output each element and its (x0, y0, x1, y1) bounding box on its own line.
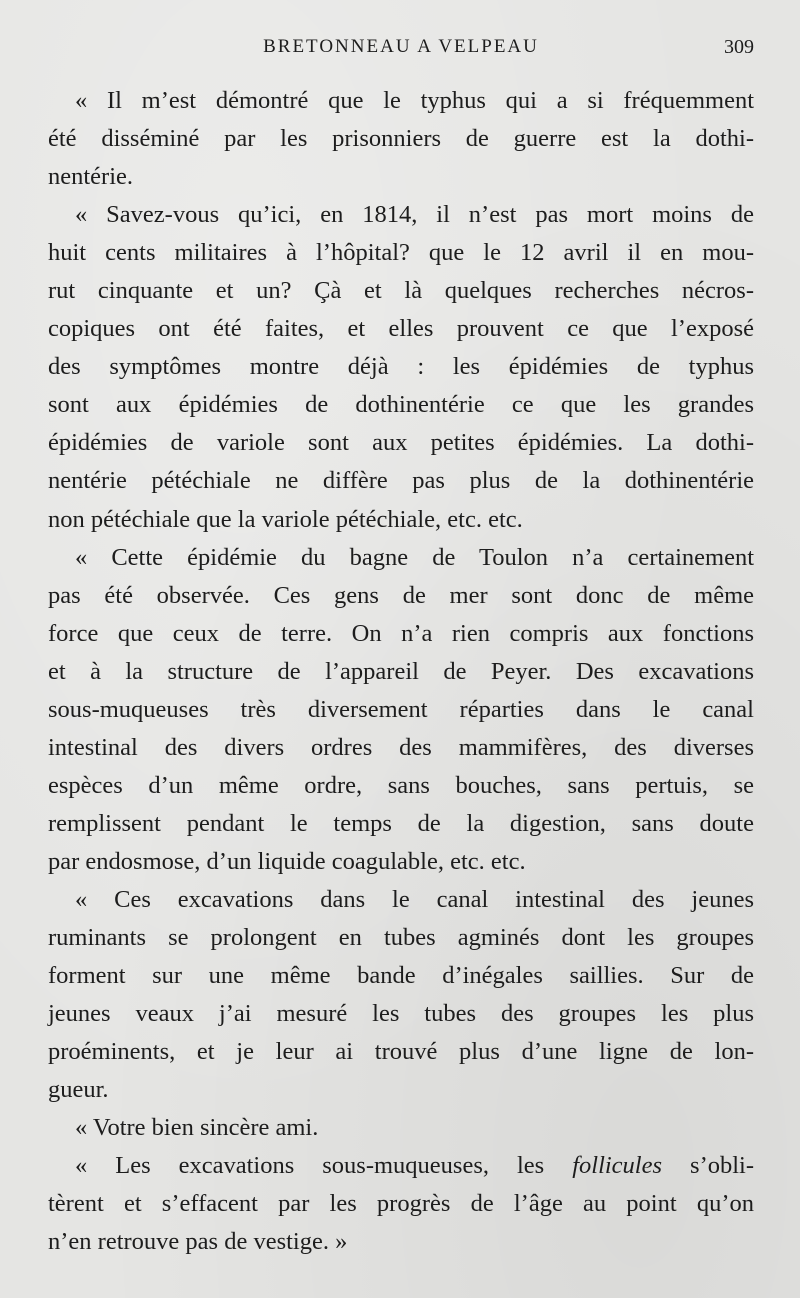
text-line: non pétéchiale que la variole pétéchiale, etc. etc. (48, 505, 523, 533)
text-segment: « Les excavations sous-muqueuses, les (75, 1152, 573, 1180)
text-line: « Il m’est démontré que le typhus qui a si fréquemment (75, 87, 754, 114)
text-line: été disséminé par les prisonniers de guerre est la dothi- (48, 125, 754, 153)
text-line: pas été observée. Ces gens de mer sont donc de même (48, 581, 754, 609)
text-line: intestinal des divers ordres des mammifères, des diverses (48, 733, 754, 761)
text-line: des symptômes montre déjà : les épidémies de typhus (48, 353, 754, 381)
running-head-title: BRETONNEAU A VELPEAU (263, 36, 539, 57)
italic-term: follicules (572, 1152, 663, 1180)
text-line: gueur. (48, 1076, 109, 1104)
text-line-with-italic (48, 1147, 754, 1185)
text-line: huit cents militaires à l’hôpital? que le 12 avril il en mou- (48, 239, 754, 267)
page-number: 309 (724, 36, 754, 58)
text-segment: s’obli- (662, 1152, 754, 1180)
text-line: « Cette épidémie du bagne de Toulon n’a certainement (75, 543, 754, 571)
text-line: par endosmose, d’un liquide coagulable, etc. etc. (48, 847, 526, 875)
text-line: et à la structure de l’appareil de Peyer. Des excavations (48, 657, 754, 685)
text-line: rut cinquante et un? Çà et là quelques recherches nécros- (48, 277, 754, 305)
text-line: épidémies de variole sont aux petites épidémies. La dothi- (48, 429, 754, 457)
text-line: force que ceux de terre. On n’a rien compris aux fonctions (48, 619, 754, 647)
text-line: proéminents, et je leur ai trouvé plus d’une ligne de lon- (48, 1038, 754, 1066)
text-line: espèces d’un même ordre, sans bouches, sans pertuis, se (48, 771, 754, 799)
text-line: ruminants se prolongent en tubes agminés dont les groupes (48, 924, 754, 952)
body-text (48, 82, 754, 1261)
text-line: « Ces excavations dans le canal intestinal des jeunes (75, 885, 754, 913)
text-line: sont aux épidémies de dothinentérie ce que les grandes (48, 391, 754, 419)
running-head (48, 36, 754, 60)
text-line: nentérie pétéchiale ne diffère pas plus de la dothinentérie (48, 467, 754, 495)
text-line: « Savez-vous qu’ici, en 1814, il n’est pas mort moins de (75, 201, 754, 229)
text-line: nentérie. (48, 163, 134, 191)
text-line: remplissent pendant le temps de la digestion, sans doute (48, 809, 754, 837)
text-line: forment sur une même bande d’inégales saillies. Sur de (48, 962, 754, 990)
text-line: jeunes veaux j’ai mesuré les tubes des groupes les plus (48, 1000, 754, 1028)
text-line: copiques ont été faites, et elles prouvent ce que l’exposé (48, 315, 754, 343)
text-line: n’en retrouve pas de vestige. » (48, 1228, 348, 1256)
text-line: tèrent et s’effacent par les progrès de l’âge au point qu’on (48, 1190, 754, 1218)
text-line: « Votre bien sincère ami. (75, 1114, 319, 1142)
text-line: sous-muqueuses très diversement réparties dans le canal (48, 695, 754, 723)
